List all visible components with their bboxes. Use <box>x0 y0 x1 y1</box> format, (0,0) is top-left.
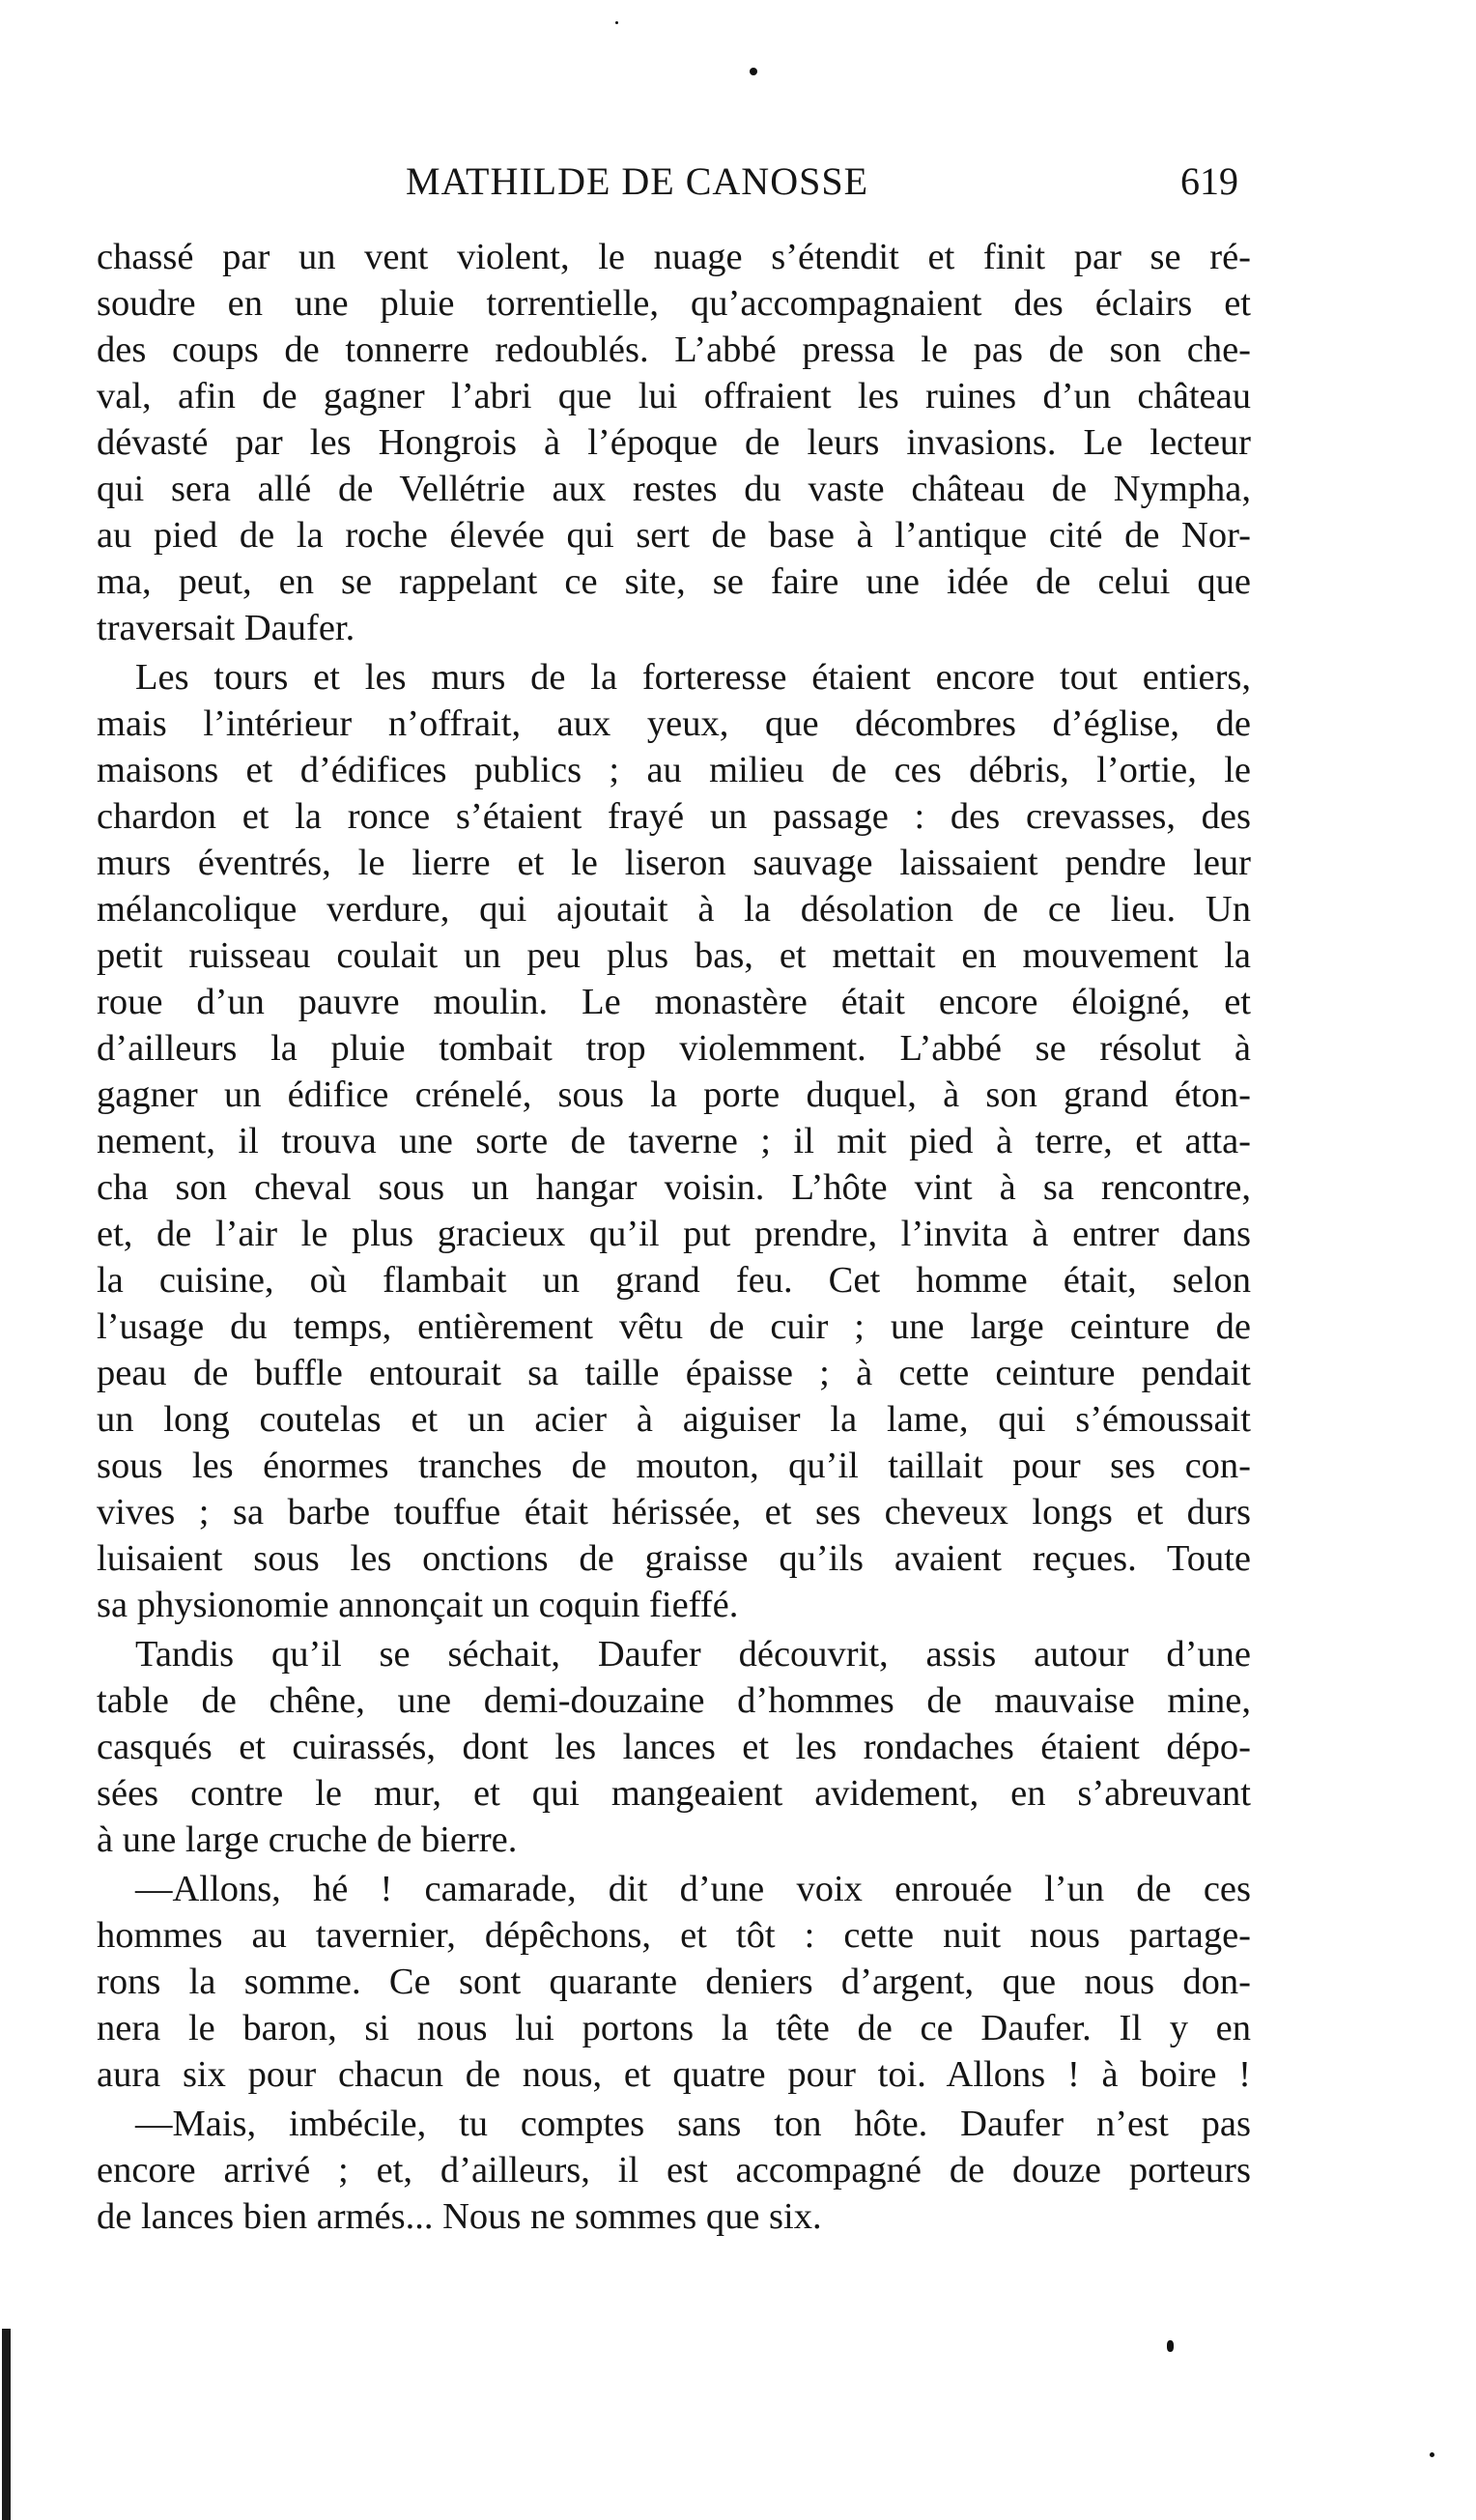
text-line: des coups de tonnerre redoublés. L’abbé pressa le pas de son che- <box>97 329 1251 370</box>
text-line: et, de l’air le plus gracieux qu’il put prendre, l’invita à entrer dans <box>97 1214 1251 1254</box>
text-line: casqués et cuirassés, dont les lances et les rondaches étaient dépo- <box>97 1727 1251 1767</box>
text-line: qui sera allé de Vellétrie aux restes du vaste château de Nympha, <box>97 469 1251 509</box>
text-line: gagner un édifice crénelé, sous la porte duquel, à son grand éton- <box>97 1074 1251 1115</box>
text-line: hommes au tavernier, dépêchons, et tôt : cette nuit nous partage- <box>97 1915 1251 1956</box>
text-line: au pied de la roche élevée qui sert de base à l’antique cité de Nor- <box>97 515 1251 556</box>
paragraph-5 <box>97 2101 1251 2240</box>
scan-speck <box>750 68 757 75</box>
paragraph-3 <box>97 1631 1251 1863</box>
text-line: d’ailleurs la pluie tombait trop violemment. L’abbé se résolut à <box>97 1028 1251 1069</box>
text-line: Les tours et les murs de la forteresse étaient encore tout entiers, <box>135 657 1251 698</box>
text-line: chardon et la ronce s’étaient frayé un passage : des crevasses, des <box>97 796 1251 837</box>
scan-speck <box>1167 2340 1174 2352</box>
text-line: encore arrivé ; et, d’ailleurs, il est accompagné de douze porteurs <box>97 2150 1251 2191</box>
text-line: la cuisine, où flambait un grand feu. Cet homme était, selon <box>97 1260 1251 1301</box>
text-line: petit ruisseau coulait un peu plus bas, et mettait en mouvement la <box>97 935 1251 976</box>
text-line: dévasté par les Hongrois à l’époque de leurs invasions. Le lecteur <box>97 422 1251 463</box>
text-line: chassé par un vent violent, le nuage s’étendit et finit par se ré- <box>97 237 1251 277</box>
scan-edge-shadow <box>2 2329 11 2520</box>
text-line: un long coutelas et un acier à aiguiser la lame, qui s’émoussait <box>97 1399 1251 1440</box>
paragraph-2 <box>97 654 1251 1628</box>
text-line: roue d’un pauvre moulin. Le monastère était encore éloigné, et <box>97 982 1251 1022</box>
text-line: sées contre le mur, et qui mangeaient avidement, en s’abreuvant <box>97 1773 1251 1814</box>
text-line: rons la somme. Ce sont quarante deniers d’argent, que nous don- <box>97 1962 1251 2002</box>
text-line: traversait Daufer. <box>97 608 355 648</box>
body-text <box>97 234 1251 2240</box>
text-line: nera le baron, si nous lui portons la tête de ce Daufer. Il y en <box>97 2008 1251 2048</box>
text-line: maisons et d’édifices publics ; au milieu de ces débris, l’ortie, le <box>97 750 1251 790</box>
text-line: l’usage du temps, entièrement vêtu de cuir ; une large ceinture de <box>97 1306 1251 1347</box>
text-line: val, afin de gagner l’abri que lui offraient les ruines d’un château <box>97 376 1251 416</box>
text-line: de lances bien armés... Nous ne sommes que six. <box>97 2196 822 2237</box>
text-line: vives ; sa barbe touffue était hérissée, et ses cheveux longs et durs <box>97 1492 1251 1532</box>
text-line: —Mais, imbécile, tu comptes sans ton hôte. Daufer n’est pas <box>135 2104 1251 2144</box>
text-line: mélancolique verdure, qui ajoutait à la désolation de ce lieu. Un <box>97 889 1251 930</box>
text-line: —Allons, hé ! camarade, dit d’une voix enrouée l’un de ces <box>135 1869 1251 1909</box>
page-header <box>0 153 1476 211</box>
text-line: luisaient sous les onctions de graisse qu’ils avaient reçues. Toute <box>97 1538 1251 1579</box>
page-number: 619 <box>1180 159 1238 203</box>
text-line: sa physionomie annonçait un coquin fieffé. <box>97 1585 739 1625</box>
text-line: Tandis qu’il se séchait, Daufer découvrit, assis autour d’une <box>135 1634 1251 1675</box>
scan-speck <box>615 21 618 24</box>
paragraph-1 <box>97 234 1251 651</box>
text-line: sous les énormes tranches de mouton, qu’il taillait pour ses con- <box>97 1446 1251 1486</box>
text-line: à une large cruche de bierre. <box>97 1819 518 1860</box>
running-title: MATHILDE DE CANOSSE <box>406 159 868 203</box>
text-line: murs éventrés, le lierre et le liseron sauvage laissaient pendre leur <box>97 843 1251 883</box>
text-line: nement, il trouva une sorte de taverne ; il mit pied à terre, et atta- <box>97 1121 1251 1161</box>
text-line: cha son cheval sous un hangar voisin. L’hôte vint à sa rencontre, <box>97 1167 1251 1208</box>
text-line: table de chêne, une demi-douzaine d’hommes de mauvaise mine, <box>97 1680 1251 1721</box>
text-line: ma, peut, en se rappelant ce site, se faire une idée de celui que <box>97 561 1251 602</box>
scan-speck <box>1430 2452 1434 2457</box>
text-line: peau de buffle entourait sa taille épaisse ; à cette ceinture pendait <box>97 1353 1251 1393</box>
text-line: mais l’intérieur n’offrait, aux yeux, que décombres d’église, de <box>97 703 1251 744</box>
text-line: aura six pour chacun de nous, et quatre pour toi. Allons ! à boire ! <box>97 2054 1251 2095</box>
text-line: soudre en une pluie torrentielle, qu’accompagnaient des éclairs et <box>97 283 1251 324</box>
paragraph-4 <box>97 1866 1251 2098</box>
